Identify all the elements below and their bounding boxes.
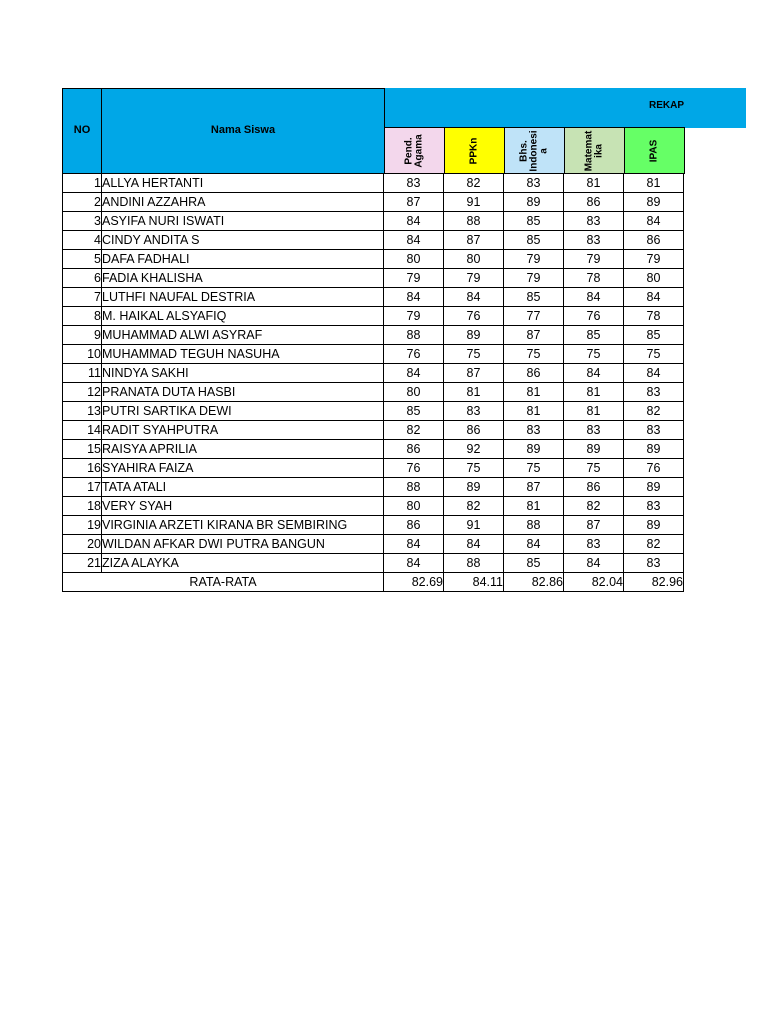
score-cell: 84 [504,535,564,554]
score-cell: 84 [624,288,684,307]
score-cell: 89 [444,478,504,497]
score-cell: 85 [564,326,624,345]
score-cell: 81 [504,402,564,421]
score-cell: 76 [624,459,684,478]
score-cell: 79 [564,250,624,269]
average-value: 82.86 [504,573,564,592]
student-name: ANDINI AZZAHRA [102,193,384,212]
table-row [63,364,684,383]
score-cell: 86 [384,516,444,535]
student-name: MUHAMMAD TEGUH NASUHA [102,345,384,364]
row-number: 21 [63,554,102,573]
score-cell: 85 [504,288,564,307]
score-cell: 75 [444,459,504,478]
score-cell: 83 [564,535,624,554]
average-row [63,573,684,592]
subject-label: IPAS [648,139,660,162]
row-number: 5 [63,250,102,269]
subject-label: Matemat ika [583,130,605,171]
score-cell: 81 [504,497,564,516]
score-cell: 79 [384,269,444,288]
score-cell: 87 [504,326,564,345]
column-header-name: Nama Siswa [101,88,385,174]
table-row [63,516,684,535]
student-name: RAISYA APRILIA [102,440,384,459]
score-cell: 89 [564,440,624,459]
score-cell: 79 [504,250,564,269]
score-cell: 85 [624,326,684,345]
student-name: TATA ATALI [102,478,384,497]
score-cell: 92 [444,440,504,459]
row-number: 17 [63,478,102,497]
score-cell: 75 [564,345,624,364]
table-row [63,535,684,554]
score-cell: 80 [624,269,684,288]
score-cell: 76 [444,307,504,326]
score-cell: 84 [384,231,444,250]
score-cell: 86 [444,421,504,440]
score-cell: 84 [564,364,624,383]
score-cell: 84 [444,535,504,554]
score-cell: 83 [504,174,564,193]
table-row [63,269,684,288]
score-cell: 83 [624,421,684,440]
score-cell: 85 [384,402,444,421]
score-cell: 91 [444,193,504,212]
score-cell: 80 [384,497,444,516]
score-cell: 77 [504,307,564,326]
score-cell: 89 [624,440,684,459]
subject-label: Bhs. Indonesi a [518,129,550,172]
table-row [63,383,684,402]
score-cell: 76 [384,345,444,364]
score-cell: 81 [504,383,564,402]
score-cell: 87 [564,516,624,535]
table-row [63,497,684,516]
score-cell: 75 [564,459,624,478]
score-cell: 86 [504,364,564,383]
row-number: 8 [63,307,102,326]
row-number: 3 [63,212,102,231]
score-cell: 82 [444,497,504,516]
column-header-ipas [624,127,685,174]
column-header-ppkn [444,127,505,174]
score-cell: 80 [444,250,504,269]
score-cell: 89 [504,193,564,212]
score-cell: 87 [384,193,444,212]
column-header-matematika [564,127,625,174]
score-cell: 83 [624,497,684,516]
score-cell: 84 [444,288,504,307]
score-cell: 83 [564,212,624,231]
table-row [63,421,684,440]
table-row [63,212,684,231]
score-cell: 85 [504,231,564,250]
score-cell: 83 [504,421,564,440]
score-cell: 88 [384,326,444,345]
average-label: RATA-RATA [63,573,384,592]
score-cell: 88 [504,516,564,535]
student-name: VERY SYAH [102,497,384,516]
score-cell: 81 [444,383,504,402]
score-cell: 75 [504,345,564,364]
rekap-header-band [384,88,746,128]
table-row [63,478,684,497]
row-number: 18 [63,497,102,516]
score-cell: 78 [624,307,684,326]
score-cell: 88 [444,554,504,573]
score-cell: 76 [564,307,624,326]
student-name: MUHAMMAD ALWI ASYRAF [102,326,384,345]
score-cell: 79 [624,250,684,269]
table-row [63,231,684,250]
score-cell: 85 [504,554,564,573]
score-cell: 84 [624,212,684,231]
student-name: ASYIFA NURI ISWATI [102,212,384,231]
table-row [63,326,684,345]
score-cell: 89 [624,516,684,535]
score-cell: 86 [624,231,684,250]
score-cell: 83 [624,383,684,402]
column-header-pend-agama [384,127,445,174]
student-name: PRANATA DUTA HASBI [102,383,384,402]
student-name: SYAHIRA FAIZA [102,459,384,478]
row-number: 2 [63,193,102,212]
table-row [63,440,684,459]
student-name: FADIA KHALISHA [102,269,384,288]
score-cell: 84 [624,364,684,383]
row-number: 15 [63,440,102,459]
table-row [63,193,684,212]
score-cell: 80 [384,250,444,269]
score-cell: 89 [444,326,504,345]
student-name: PUTRI SARTIKA DEWI [102,402,384,421]
score-cell: 79 [444,269,504,288]
score-cell: 89 [504,440,564,459]
table-row [63,250,684,269]
score-cell: 82 [564,497,624,516]
score-cell: 84 [384,288,444,307]
score-cell: 86 [384,440,444,459]
table-row [63,288,684,307]
table-row [63,345,684,364]
student-name: ZIZA ALAYKA [102,554,384,573]
score-cell: 82 [444,174,504,193]
score-cell: 75 [504,459,564,478]
score-cell: 84 [384,212,444,231]
score-cell: 86 [564,478,624,497]
score-cell: 78 [564,269,624,288]
subject-label: PPKn [468,137,480,164]
score-cell: 83 [564,421,624,440]
score-cell: 75 [624,345,684,364]
score-cell: 91 [444,516,504,535]
score-cell: 83 [444,402,504,421]
score-cell: 82 [384,421,444,440]
score-cell: 82 [624,535,684,554]
score-cell: 80 [384,383,444,402]
row-number: 10 [63,345,102,364]
score-cell: 83 [384,174,444,193]
score-cell: 88 [444,212,504,231]
student-name: VIRGINIA ARZETI KIRANA BR SEMBIRING [102,516,384,535]
score-cell: 84 [564,288,624,307]
table-row [63,174,684,193]
table-row [63,402,684,421]
student-name: CINDY ANDITA S [102,231,384,250]
row-number: 13 [63,402,102,421]
row-number: 6 [63,269,102,288]
score-cell: 83 [564,231,624,250]
table-row [63,307,684,326]
score-cell: 89 [624,193,684,212]
row-number: 19 [63,516,102,535]
row-number: 9 [63,326,102,345]
average-value: 82.96 [624,573,684,592]
score-cell: 86 [564,193,624,212]
row-number: 14 [63,421,102,440]
student-name: DAFA FADHALI [102,250,384,269]
table-row [63,459,684,478]
score-cell: 84 [384,364,444,383]
student-name: RADIT SYAHPUTRA [102,421,384,440]
score-cell: 79 [504,269,564,288]
score-cell: 83 [624,554,684,573]
score-cell: 89 [624,478,684,497]
row-number: 7 [63,288,102,307]
score-cell: 87 [444,231,504,250]
score-cell: 84 [564,554,624,573]
subject-label: Pend. Agama [403,133,425,168]
row-number: 16 [63,459,102,478]
average-value: 84.11 [444,573,504,592]
average-value: 82.04 [564,573,624,592]
grades-table-body [63,174,684,592]
score-cell: 82 [624,402,684,421]
grades-table [62,173,684,592]
score-cell: 87 [444,364,504,383]
score-cell: 84 [384,535,444,554]
rekap-label: REKAP [648,100,684,111]
column-header-no: NO [62,88,102,174]
row-number: 20 [63,535,102,554]
score-cell: 79 [384,307,444,326]
score-cell: 76 [384,459,444,478]
row-number: 11 [63,364,102,383]
table-row [63,554,684,573]
score-cell: 81 [564,383,624,402]
student-name: NINDYA SAKHI [102,364,384,383]
score-cell: 81 [624,174,684,193]
row-number: 4 [63,231,102,250]
score-cell: 87 [504,478,564,497]
student-name: M. HAIKAL ALSYAFIQ [102,307,384,326]
column-header-bhs-indonesia [504,127,565,174]
score-cell: 75 [444,345,504,364]
student-name: WILDAN AFKAR DWI PUTRA BANGUN [102,535,384,554]
row-number: 1 [63,174,102,193]
average-value: 82.69 [384,573,444,592]
student-name: ALLYA HERTANTI [102,174,384,193]
score-cell: 88 [384,478,444,497]
student-name: LUTHFI NAUFAL DESTRIA [102,288,384,307]
score-cell: 84 [384,554,444,573]
row-number: 12 [63,383,102,402]
score-cell: 85 [504,212,564,231]
score-cell: 81 [564,402,624,421]
score-cell: 81 [564,174,624,193]
